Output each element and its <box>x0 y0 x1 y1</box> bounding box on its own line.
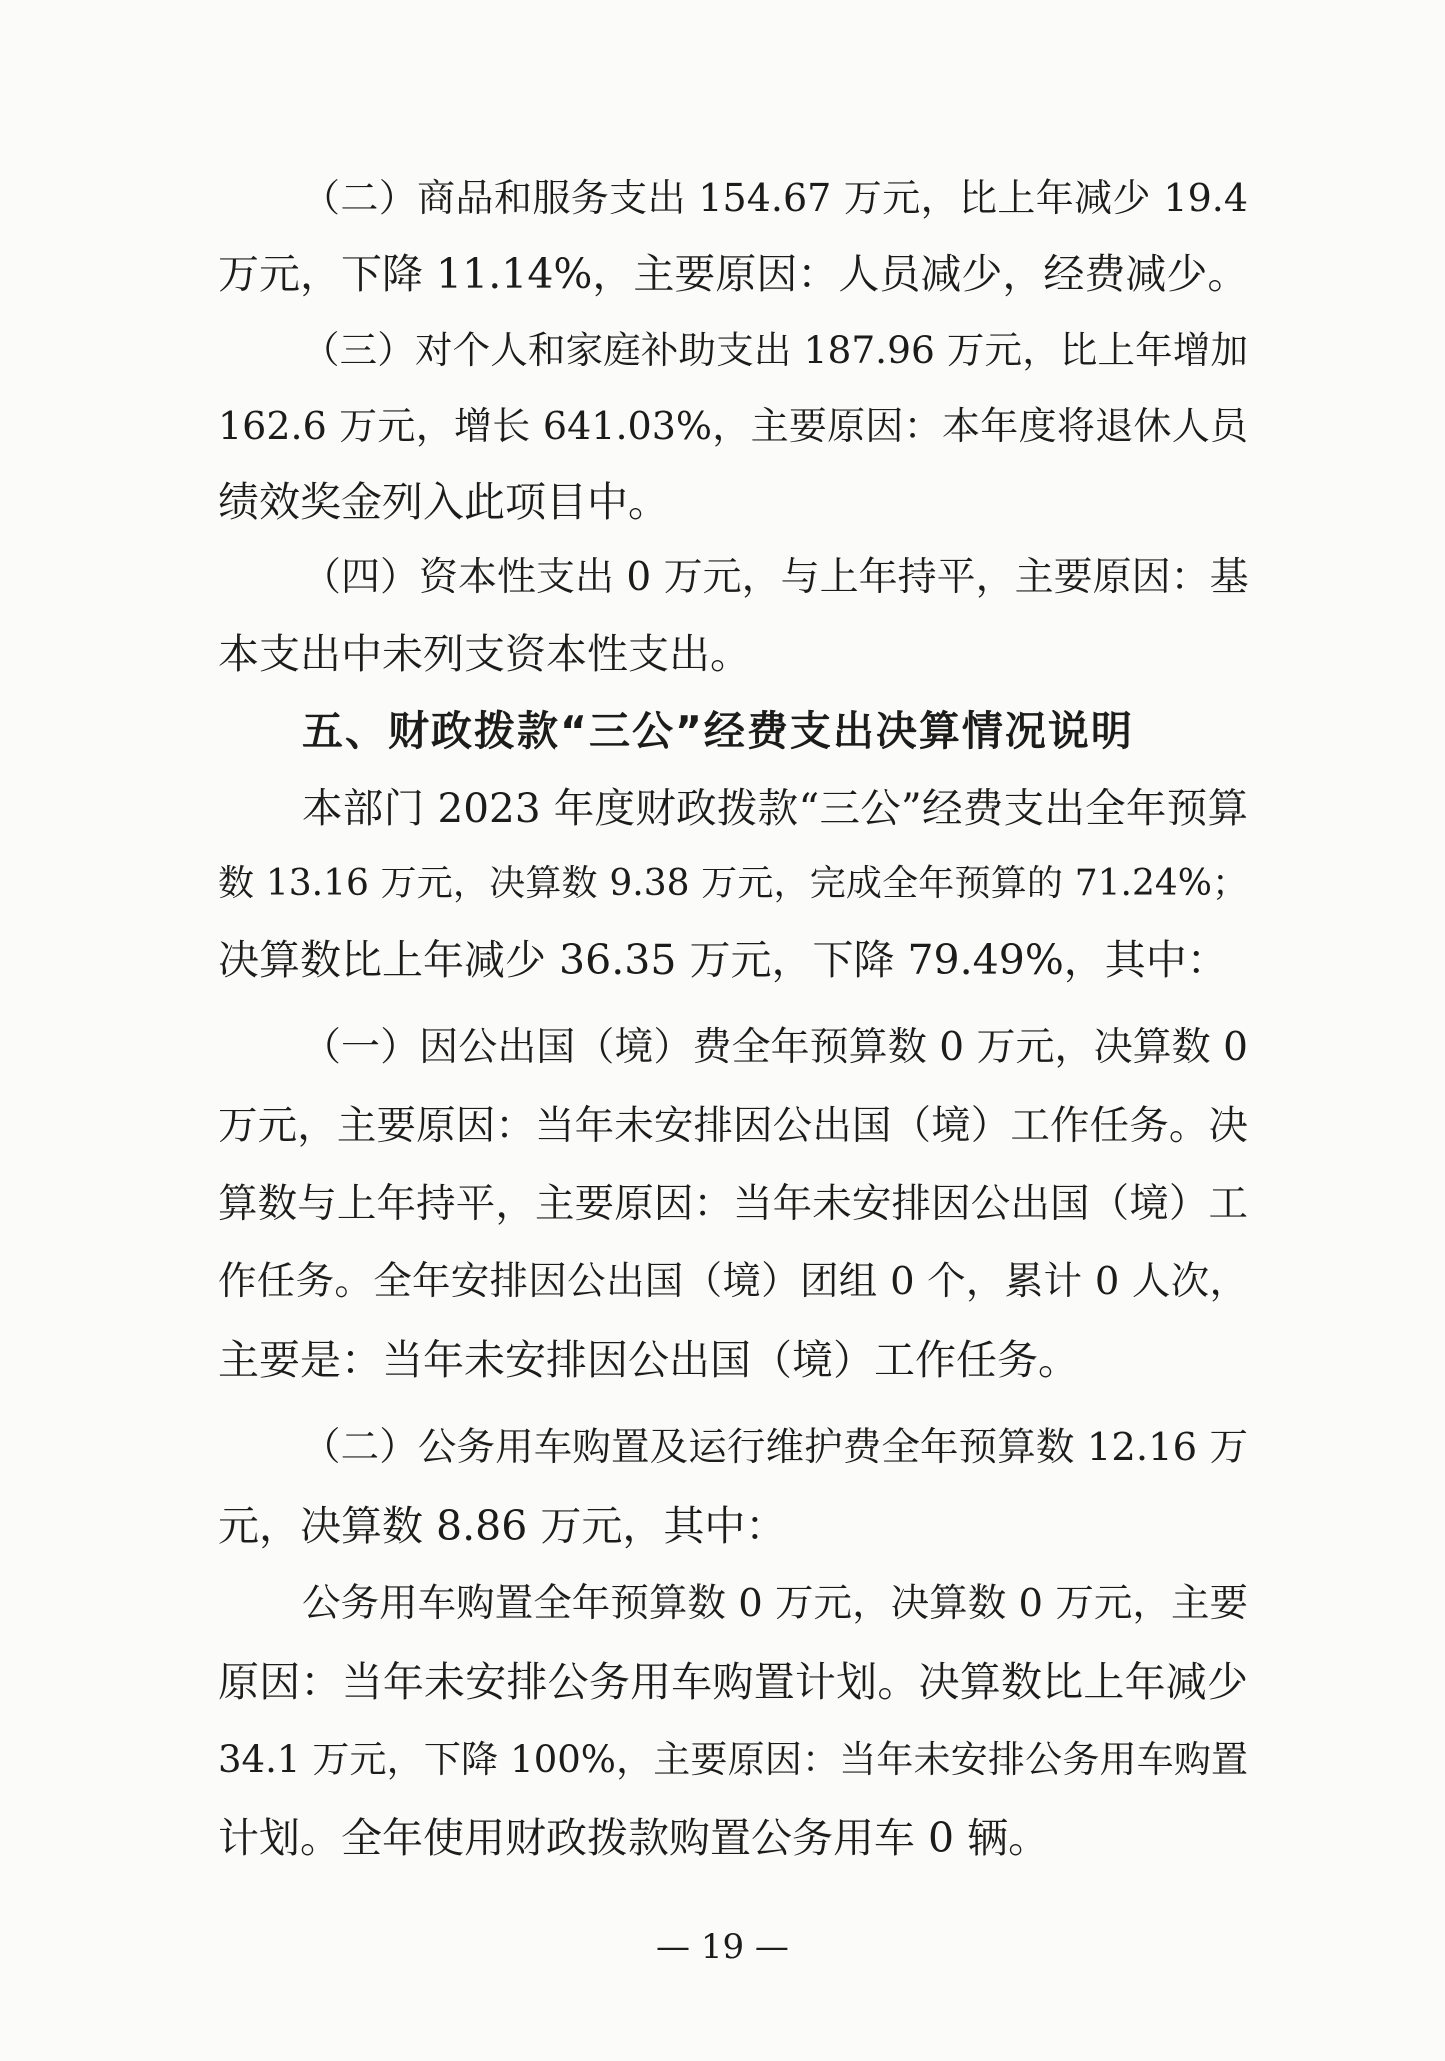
paragraph-line: 34.1 万元，下降 100%，主要原因：当年未安排公务用车购置 <box>218 1738 1248 1781</box>
paragraph-line: （二）商品和服务支出 154.67 万元，比上年减少 19.4 <box>302 176 1248 220</box>
paragraph-line: （一）因公出国（境）费全年预算数 0 万元，决算数 0 <box>302 1025 1248 1070</box>
paragraph-line: 万元，主要原因：当年未安排因公出国（境）工作任务。决 <box>218 1103 1248 1149</box>
paragraph-line: 本支出中未列支资本性支出。 <box>218 630 751 678</box>
paragraph-line: 作任务。全年安排因公出国（境）团组 0 个，累计 0 人次， <box>218 1259 1248 1304</box>
paragraph-line: 162.6 万元，增长 641.03%，主要原因：本年度将退休人员 <box>218 404 1248 448</box>
paragraph-line: 元，决算数 8.86 万元，其中： <box>218 1502 787 1550</box>
paragraph-line: 数 13.16 万元，决算数 9.38 万元，完成全年预算的 71.24%； <box>218 863 1248 904</box>
paragraph-line: 计划。全年使用财政拨款购置公务用车 0 辆。 <box>218 1814 1050 1862</box>
paragraph-line: 万元，下降 11.14%，主要原因：人员减少，经费减少。 <box>218 250 1249 298</box>
paragraph-line: （四）资本性支出 0 万元，与上年持平，主要原因：基 <box>302 555 1249 600</box>
paragraph-line: 算数与上年持平，主要原因：当年未安排因公出国（境）工 <box>218 1181 1248 1227</box>
page-number: — 19 — <box>656 1927 789 1967</box>
paragraph-line: （二）公务用车购置及运行维护费全年预算数 12.16 万 <box>302 1425 1248 1470</box>
paragraph-line: （三）对个人和家庭补助支出 187.96 万元，比上年增加 <box>302 328 1248 372</box>
paragraph-line: 决算数比上年减少 36.35 万元，下降 79.49%，其中： <box>218 936 1228 984</box>
paragraph-line: 绩效奖金列入此项目中。 <box>218 478 669 526</box>
paragraph-line: 本部门 2023 年度财政拨款“三公”经费支出全年预算 <box>302 784 1248 832</box>
paragraph-line: 原因：当年未安排公务用车购置计划。决算数比上年减少 <box>218 1658 1248 1706</box>
section-heading: 五、财政拨款“三公”经费支出决算情况说明 <box>302 707 1134 755</box>
paragraph-line: 主要是：当年未安排因公出国（境）工作任务。 <box>218 1336 1079 1384</box>
paragraph-line: 公务用车购置全年预算数 0 万元，决算数 0 万元，主要 <box>302 1581 1248 1626</box>
